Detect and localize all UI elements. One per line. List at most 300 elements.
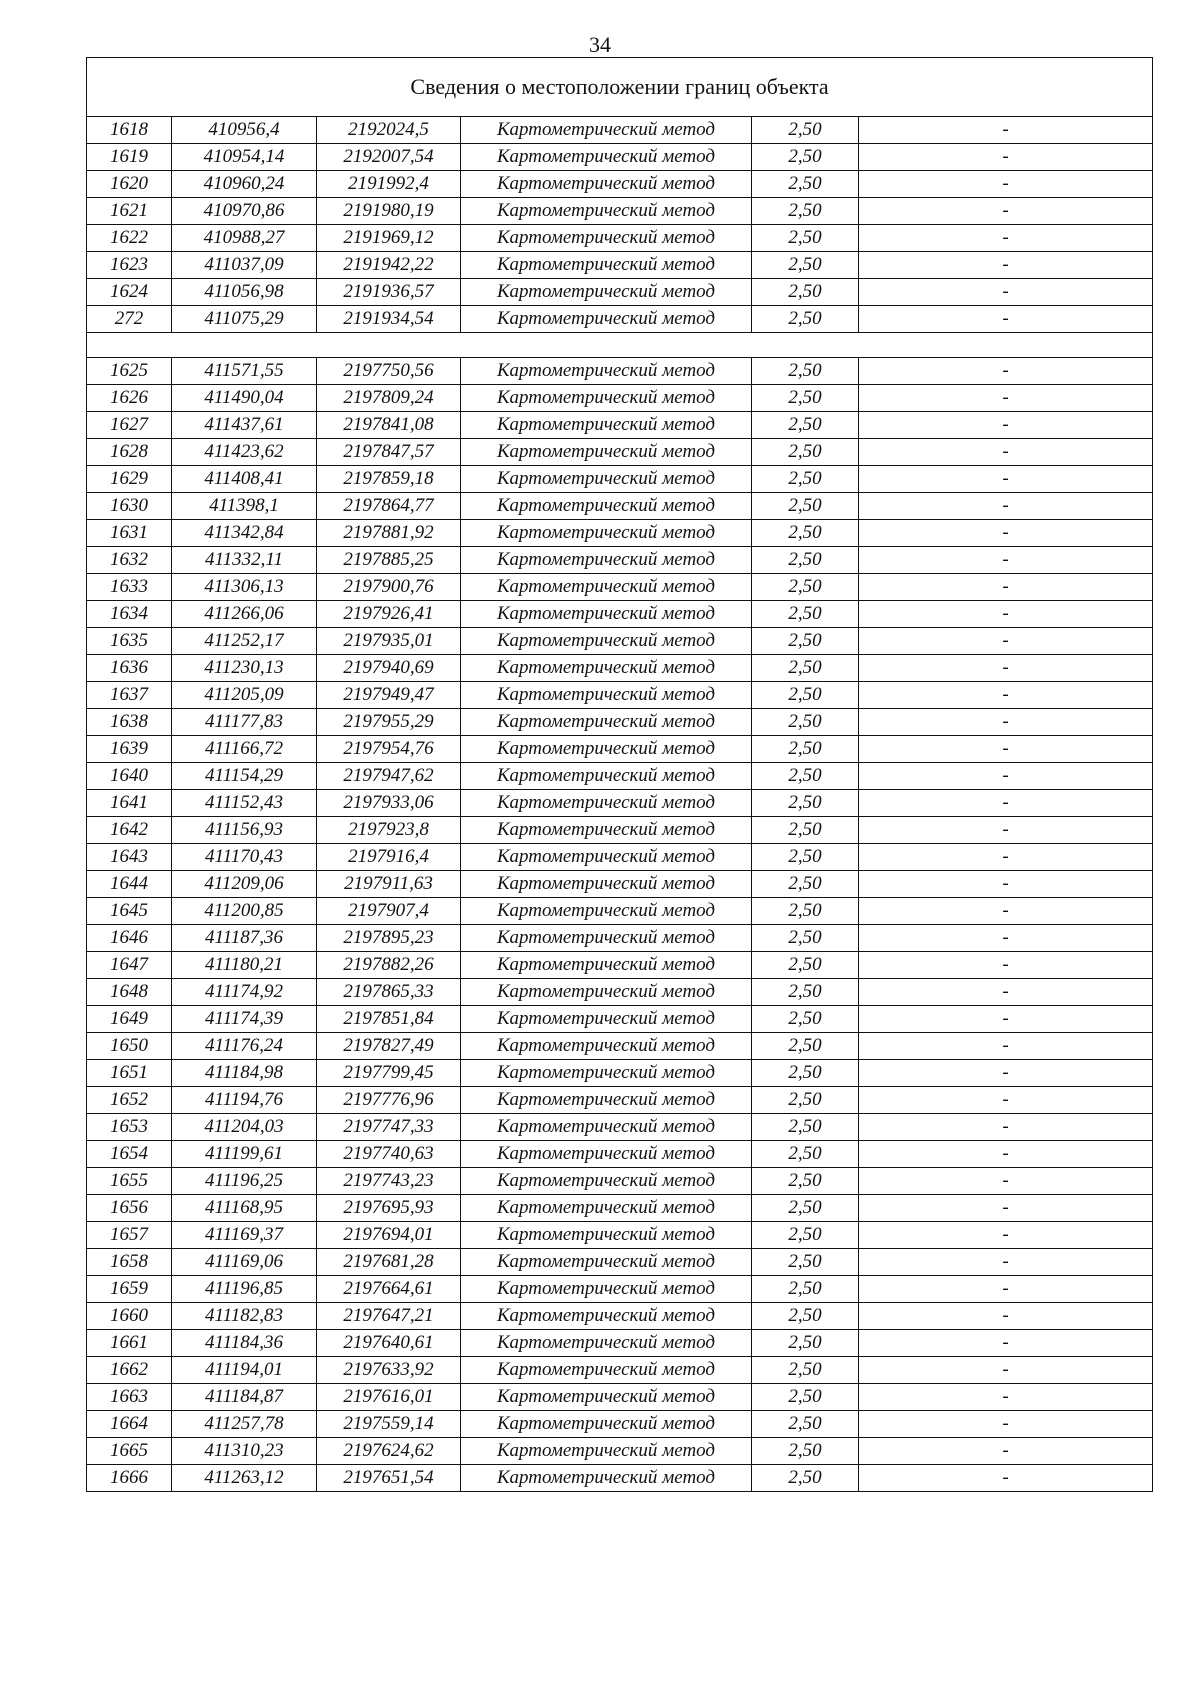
y-coordinate-cell: 2197681,28 xyxy=(317,1249,461,1276)
description-cell: - xyxy=(859,655,1153,682)
accuracy-cell: 2,50 xyxy=(752,547,859,574)
x-coordinate-cell: 411194,76 xyxy=(172,1087,317,1114)
accuracy-cell: 2,50 xyxy=(752,1222,859,1249)
method-cell: Картометрический метод xyxy=(461,952,752,979)
accuracy-cell: 2,50 xyxy=(752,198,859,225)
accuracy-cell: 2,50 xyxy=(752,1357,859,1384)
x-coordinate-cell: 411156,93 xyxy=(172,817,317,844)
accuracy-cell: 2,50 xyxy=(752,601,859,628)
method-cell: Картометрический метод xyxy=(461,871,752,898)
method-cell: Картометрический метод xyxy=(461,412,752,439)
table-row xyxy=(87,574,1153,601)
x-coordinate-cell: 411230,13 xyxy=(172,655,317,682)
accuracy-cell: 2,50 xyxy=(752,817,859,844)
point-number-cell: 1631 xyxy=(87,520,172,547)
method-cell: Картометрический метод xyxy=(461,817,752,844)
description-cell: - xyxy=(859,1411,1153,1438)
point-number-cell: 1626 xyxy=(87,385,172,412)
table-row xyxy=(87,117,1153,144)
accuracy-cell: 2,50 xyxy=(752,898,859,925)
y-coordinate-cell: 2197895,23 xyxy=(317,925,461,952)
y-coordinate-cell: 2197776,96 xyxy=(317,1087,461,1114)
table-row xyxy=(87,1276,1153,1303)
description-cell: - xyxy=(859,574,1153,601)
method-cell: Картометрический метод xyxy=(461,1114,752,1141)
method-cell: Картометрический метод xyxy=(461,682,752,709)
point-number-cell: 1661 xyxy=(87,1330,172,1357)
method-cell: Картометрический метод xyxy=(461,655,752,682)
point-number-cell: 1666 xyxy=(87,1465,172,1492)
x-coordinate-cell: 411184,98 xyxy=(172,1060,317,1087)
boundary-coordinates-table xyxy=(86,57,1153,1492)
y-coordinate-cell: 2197695,93 xyxy=(317,1195,461,1222)
description-cell: - xyxy=(859,547,1153,574)
description-cell: - xyxy=(859,844,1153,871)
boundary-coordinates-table-container xyxy=(86,57,1152,1492)
description-cell: - xyxy=(859,601,1153,628)
y-coordinate-cell: 2197651,54 xyxy=(317,1465,461,1492)
point-number-cell: 1618 xyxy=(87,117,172,144)
y-coordinate-cell: 2197907,4 xyxy=(317,898,461,925)
method-cell: Картометрический метод xyxy=(461,1438,752,1465)
x-coordinate-cell: 410956,4 xyxy=(172,117,317,144)
description-cell: - xyxy=(859,466,1153,493)
description-cell: - xyxy=(859,1276,1153,1303)
description-cell: - xyxy=(859,225,1153,252)
description-cell: - xyxy=(859,898,1153,925)
accuracy-cell: 2,50 xyxy=(752,1411,859,1438)
table-row xyxy=(87,871,1153,898)
table-row xyxy=(87,171,1153,198)
y-coordinate-cell: 2197947,62 xyxy=(317,763,461,790)
table-row xyxy=(87,1357,1153,1384)
method-cell: Картометрический метод xyxy=(461,979,752,1006)
point-number-cell: 1647 xyxy=(87,952,172,979)
point-number-cell: 1659 xyxy=(87,1276,172,1303)
y-coordinate-cell: 2197923,8 xyxy=(317,817,461,844)
accuracy-cell: 2,50 xyxy=(752,736,859,763)
description-cell: - xyxy=(859,709,1153,736)
table-row xyxy=(87,1222,1153,1249)
accuracy-cell: 2,50 xyxy=(752,385,859,412)
accuracy-cell: 2,50 xyxy=(752,171,859,198)
accuracy-cell: 2,50 xyxy=(752,466,859,493)
point-number-cell: 1634 xyxy=(87,601,172,628)
accuracy-cell: 2,50 xyxy=(752,1168,859,1195)
section-separator-cell xyxy=(87,333,1153,358)
y-coordinate-cell: 2197885,25 xyxy=(317,547,461,574)
table-row xyxy=(87,439,1153,466)
y-coordinate-cell: 2191969,12 xyxy=(317,225,461,252)
x-coordinate-cell: 411437,61 xyxy=(172,412,317,439)
x-coordinate-cell: 411194,01 xyxy=(172,1357,317,1384)
method-cell: Картометрический метод xyxy=(461,385,752,412)
description-cell: - xyxy=(859,520,1153,547)
description-cell: - xyxy=(859,817,1153,844)
accuracy-cell: 2,50 xyxy=(752,252,859,279)
accuracy-cell: 2,50 xyxy=(752,1033,859,1060)
accuracy-cell: 2,50 xyxy=(752,358,859,385)
description-cell: - xyxy=(859,682,1153,709)
method-cell: Картометрический метод xyxy=(461,601,752,628)
x-coordinate-cell: 411490,04 xyxy=(172,385,317,412)
y-coordinate-cell: 2197882,26 xyxy=(317,952,461,979)
x-coordinate-cell: 410960,24 xyxy=(172,171,317,198)
description-cell: - xyxy=(859,385,1153,412)
description-cell: - xyxy=(859,1438,1153,1465)
accuracy-cell: 2,50 xyxy=(752,439,859,466)
page-number: 34 xyxy=(589,32,611,57)
point-number-cell: 1619 xyxy=(87,144,172,171)
method-cell: Картометрический метод xyxy=(461,763,752,790)
accuracy-cell: 2,50 xyxy=(752,1006,859,1033)
point-number-cell: 1636 xyxy=(87,655,172,682)
x-coordinate-cell: 411154,29 xyxy=(172,763,317,790)
method-cell: Картометрический метод xyxy=(461,1168,752,1195)
x-coordinate-cell: 411252,17 xyxy=(172,628,317,655)
method-cell: Картометрический метод xyxy=(461,736,752,763)
description-cell: - xyxy=(859,1114,1153,1141)
table-row xyxy=(87,763,1153,790)
table-row xyxy=(87,1060,1153,1087)
method-cell: Картометрический метод xyxy=(461,1411,752,1438)
table-row xyxy=(87,466,1153,493)
method-cell: Картометрический метод xyxy=(461,279,752,306)
point-number-cell: 1645 xyxy=(87,898,172,925)
description-cell: - xyxy=(859,117,1153,144)
table-row xyxy=(87,198,1153,225)
description-cell: - xyxy=(859,790,1153,817)
y-coordinate-cell: 2197949,47 xyxy=(317,682,461,709)
table-title-row xyxy=(87,58,1153,117)
table-row xyxy=(87,655,1153,682)
y-coordinate-cell: 2197935,01 xyxy=(317,628,461,655)
y-coordinate-cell: 2191980,19 xyxy=(317,198,461,225)
table-row xyxy=(87,1465,1153,1492)
table-row xyxy=(87,412,1153,439)
accuracy-cell: 2,50 xyxy=(752,655,859,682)
description-cell: - xyxy=(859,1357,1153,1384)
accuracy-cell: 2,50 xyxy=(752,1384,859,1411)
description-cell: - xyxy=(859,1033,1153,1060)
description-cell: - xyxy=(859,171,1153,198)
table-row xyxy=(87,1384,1153,1411)
point-number-cell: 1664 xyxy=(87,1411,172,1438)
point-number-cell: 1638 xyxy=(87,709,172,736)
point-number-cell: 1642 xyxy=(87,817,172,844)
method-cell: Картометрический метод xyxy=(461,171,752,198)
y-coordinate-cell: 2197940,69 xyxy=(317,655,461,682)
accuracy-cell: 2,50 xyxy=(752,225,859,252)
y-coordinate-cell: 2197933,06 xyxy=(317,790,461,817)
description-cell: - xyxy=(859,1330,1153,1357)
method-cell: Картометрический метод xyxy=(461,1222,752,1249)
table-row xyxy=(87,1249,1153,1276)
description-cell: - xyxy=(859,198,1153,225)
accuracy-cell: 2,50 xyxy=(752,1141,859,1168)
description-cell: - xyxy=(859,1465,1153,1492)
description-cell: - xyxy=(859,763,1153,790)
point-number-cell: 1657 xyxy=(87,1222,172,1249)
accuracy-cell: 2,50 xyxy=(752,871,859,898)
point-number-cell: 1663 xyxy=(87,1384,172,1411)
description-cell: - xyxy=(859,1060,1153,1087)
method-cell: Картометрический метод xyxy=(461,520,752,547)
method-cell: Картометрический метод xyxy=(461,1195,752,1222)
y-coordinate-cell: 2191942,22 xyxy=(317,252,461,279)
table-row xyxy=(87,1006,1153,1033)
method-cell: Картометрический метод xyxy=(461,466,752,493)
method-cell: Картометрический метод xyxy=(461,844,752,871)
description-cell: - xyxy=(859,1222,1153,1249)
x-coordinate-cell: 411180,21 xyxy=(172,952,317,979)
table-row xyxy=(87,279,1153,306)
y-coordinate-cell: 2197865,33 xyxy=(317,979,461,1006)
method-cell: Картометрический метод xyxy=(461,1087,752,1114)
y-coordinate-cell: 2197664,61 xyxy=(317,1276,461,1303)
table-row xyxy=(87,144,1153,171)
table-body xyxy=(87,58,1153,1492)
table-row xyxy=(87,358,1153,385)
x-coordinate-cell: 411169,37 xyxy=(172,1222,317,1249)
y-coordinate-cell: 2197911,63 xyxy=(317,871,461,898)
y-coordinate-cell: 2197926,41 xyxy=(317,601,461,628)
x-coordinate-cell: 411152,43 xyxy=(172,790,317,817)
point-number-cell: 1665 xyxy=(87,1438,172,1465)
table-row xyxy=(87,925,1153,952)
y-coordinate-cell: 2197740,63 xyxy=(317,1141,461,1168)
x-coordinate-cell: 411166,72 xyxy=(172,736,317,763)
y-coordinate-cell: 2197881,92 xyxy=(317,520,461,547)
x-coordinate-cell: 411263,12 xyxy=(172,1465,317,1492)
accuracy-cell: 2,50 xyxy=(752,279,859,306)
x-coordinate-cell: 411168,95 xyxy=(172,1195,317,1222)
table-row xyxy=(87,306,1153,333)
table-row xyxy=(87,1438,1153,1465)
accuracy-cell: 2,50 xyxy=(752,574,859,601)
description-cell: - xyxy=(859,144,1153,171)
table-row xyxy=(87,385,1153,412)
accuracy-cell: 2,50 xyxy=(752,1087,859,1114)
point-number-cell: 1644 xyxy=(87,871,172,898)
method-cell: Картометрический метод xyxy=(461,1006,752,1033)
table-row xyxy=(87,1168,1153,1195)
point-number-cell: 1649 xyxy=(87,1006,172,1033)
table-row xyxy=(87,979,1153,1006)
description-cell: - xyxy=(859,628,1153,655)
method-cell: Картометрический метод xyxy=(461,574,752,601)
y-coordinate-cell: 2197640,61 xyxy=(317,1330,461,1357)
description-cell: - xyxy=(859,493,1153,520)
point-number-cell: 1646 xyxy=(87,925,172,952)
accuracy-cell: 2,50 xyxy=(752,306,859,333)
point-number-cell: 1648 xyxy=(87,979,172,1006)
method-cell: Картометрический метод xyxy=(461,1330,752,1357)
y-coordinate-cell: 2192007,54 xyxy=(317,144,461,171)
point-number-cell: 1658 xyxy=(87,1249,172,1276)
point-number-cell: 1629 xyxy=(87,466,172,493)
point-number-cell: 1635 xyxy=(87,628,172,655)
x-coordinate-cell: 411182,83 xyxy=(172,1303,317,1330)
x-coordinate-cell: 411205,09 xyxy=(172,682,317,709)
description-cell: - xyxy=(859,1303,1153,1330)
point-number-cell: 1630 xyxy=(87,493,172,520)
method-cell: Картометрический метод xyxy=(461,198,752,225)
table-row xyxy=(87,547,1153,574)
y-coordinate-cell: 2191934,54 xyxy=(317,306,461,333)
table-row xyxy=(87,898,1153,925)
description-cell: - xyxy=(859,1006,1153,1033)
description-cell: - xyxy=(859,1141,1153,1168)
point-number-cell: 1620 xyxy=(87,171,172,198)
table-row xyxy=(87,520,1153,547)
x-coordinate-cell: 410970,86 xyxy=(172,198,317,225)
point-number-cell: 1662 xyxy=(87,1357,172,1384)
table-row xyxy=(87,252,1153,279)
table-row xyxy=(87,225,1153,252)
accuracy-cell: 2,50 xyxy=(752,1438,859,1465)
method-cell: Картометрический метод xyxy=(461,1141,752,1168)
method-cell: Картометрический метод xyxy=(461,117,752,144)
point-number-cell: 1653 xyxy=(87,1114,172,1141)
x-coordinate-cell: 411196,25 xyxy=(172,1168,317,1195)
table-row xyxy=(87,1087,1153,1114)
x-coordinate-cell: 411169,06 xyxy=(172,1249,317,1276)
accuracy-cell: 2,50 xyxy=(752,117,859,144)
description-cell: - xyxy=(859,952,1153,979)
accuracy-cell: 2,50 xyxy=(752,844,859,871)
method-cell: Картометрический метод xyxy=(461,925,752,952)
y-coordinate-cell: 2197864,77 xyxy=(317,493,461,520)
description-cell: - xyxy=(859,306,1153,333)
x-coordinate-cell: 411257,78 xyxy=(172,1411,317,1438)
x-coordinate-cell: 411571,55 xyxy=(172,358,317,385)
y-coordinate-cell: 2197955,29 xyxy=(317,709,461,736)
accuracy-cell: 2,50 xyxy=(752,979,859,1006)
method-cell: Картометрический метод xyxy=(461,547,752,574)
table-row xyxy=(87,952,1153,979)
accuracy-cell: 2,50 xyxy=(752,412,859,439)
x-coordinate-cell: 411199,61 xyxy=(172,1141,317,1168)
method-cell: Картометрический метод xyxy=(461,1303,752,1330)
point-number-cell: 1651 xyxy=(87,1060,172,1087)
point-number-cell: 1639 xyxy=(87,736,172,763)
method-cell: Картометрический метод xyxy=(461,1357,752,1384)
y-coordinate-cell: 2197616,01 xyxy=(317,1384,461,1411)
y-coordinate-cell: 2197847,57 xyxy=(317,439,461,466)
accuracy-cell: 2,50 xyxy=(752,493,859,520)
method-cell: Картометрический метод xyxy=(461,306,752,333)
method-cell: Картометрический метод xyxy=(461,790,752,817)
y-coordinate-cell: 2197624,62 xyxy=(317,1438,461,1465)
method-cell: Картометрический метод xyxy=(461,1249,752,1276)
description-cell: - xyxy=(859,439,1153,466)
accuracy-cell: 2,50 xyxy=(752,144,859,171)
point-number-cell: 1623 xyxy=(87,252,172,279)
point-number-cell: 272 xyxy=(87,306,172,333)
method-cell: Картометрический метод xyxy=(461,1276,752,1303)
table-title: Сведения о местоположении границ объекта xyxy=(87,58,1153,117)
description-cell: - xyxy=(859,252,1153,279)
x-coordinate-cell: 411209,06 xyxy=(172,871,317,898)
y-coordinate-cell: 2197954,76 xyxy=(317,736,461,763)
description-cell: - xyxy=(859,358,1153,385)
point-number-cell: 1640 xyxy=(87,763,172,790)
accuracy-cell: 2,50 xyxy=(752,763,859,790)
accuracy-cell: 2,50 xyxy=(752,790,859,817)
y-coordinate-cell: 2197559,14 xyxy=(317,1411,461,1438)
accuracy-cell: 2,50 xyxy=(752,682,859,709)
table-row xyxy=(87,736,1153,763)
method-cell: Картометрический метод xyxy=(461,1033,752,1060)
y-coordinate-cell: 2191992,4 xyxy=(317,171,461,198)
y-coordinate-cell: 2197916,4 xyxy=(317,844,461,871)
table-row xyxy=(87,1303,1153,1330)
point-number-cell: 1655 xyxy=(87,1168,172,1195)
table-row xyxy=(87,601,1153,628)
method-cell: Картометрический метод xyxy=(461,252,752,279)
accuracy-cell: 2,50 xyxy=(752,1114,859,1141)
x-coordinate-cell: 411408,41 xyxy=(172,466,317,493)
method-cell: Картометрический метод xyxy=(461,1384,752,1411)
description-cell: - xyxy=(859,736,1153,763)
description-cell: - xyxy=(859,279,1153,306)
point-number-cell: 1643 xyxy=(87,844,172,871)
point-number-cell: 1625 xyxy=(87,358,172,385)
point-number-cell: 1656 xyxy=(87,1195,172,1222)
accuracy-cell: 2,50 xyxy=(752,1330,859,1357)
accuracy-cell: 2,50 xyxy=(752,1465,859,1492)
y-coordinate-cell: 2197851,84 xyxy=(317,1006,461,1033)
y-coordinate-cell: 2197747,33 xyxy=(317,1114,461,1141)
table-row xyxy=(87,682,1153,709)
x-coordinate-cell: 411266,06 xyxy=(172,601,317,628)
y-coordinate-cell: 2197900,76 xyxy=(317,574,461,601)
description-cell: - xyxy=(859,1087,1153,1114)
method-cell: Картометрический метод xyxy=(461,628,752,655)
point-number-cell: 1621 xyxy=(87,198,172,225)
y-coordinate-cell: 2197799,45 xyxy=(317,1060,461,1087)
accuracy-cell: 2,50 xyxy=(752,1303,859,1330)
table-row xyxy=(87,817,1153,844)
description-cell: - xyxy=(859,1249,1153,1276)
point-number-cell: 1622 xyxy=(87,225,172,252)
point-number-cell: 1632 xyxy=(87,547,172,574)
table-row xyxy=(87,493,1153,520)
method-cell: Картометрический метод xyxy=(461,439,752,466)
accuracy-cell: 2,50 xyxy=(752,520,859,547)
accuracy-cell: 2,50 xyxy=(752,1060,859,1087)
accuracy-cell: 2,50 xyxy=(752,1249,859,1276)
x-coordinate-cell: 411075,29 xyxy=(172,306,317,333)
table-row xyxy=(87,1330,1153,1357)
x-coordinate-cell: 411310,23 xyxy=(172,1438,317,1465)
x-coordinate-cell: 410954,14 xyxy=(172,144,317,171)
description-cell: - xyxy=(859,925,1153,952)
description-cell: - xyxy=(859,871,1153,898)
x-coordinate-cell: 411200,85 xyxy=(172,898,317,925)
point-number-cell: 1652 xyxy=(87,1087,172,1114)
x-coordinate-cell: 411174,39 xyxy=(172,1006,317,1033)
method-cell: Картометрический метод xyxy=(461,1060,752,1087)
y-coordinate-cell: 2197809,24 xyxy=(317,385,461,412)
method-cell: Картометрический метод xyxy=(461,225,752,252)
x-coordinate-cell: 411037,09 xyxy=(172,252,317,279)
accuracy-cell: 2,50 xyxy=(752,709,859,736)
y-coordinate-cell: 2197827,49 xyxy=(317,1033,461,1060)
accuracy-cell: 2,50 xyxy=(752,628,859,655)
table-row xyxy=(87,844,1153,871)
